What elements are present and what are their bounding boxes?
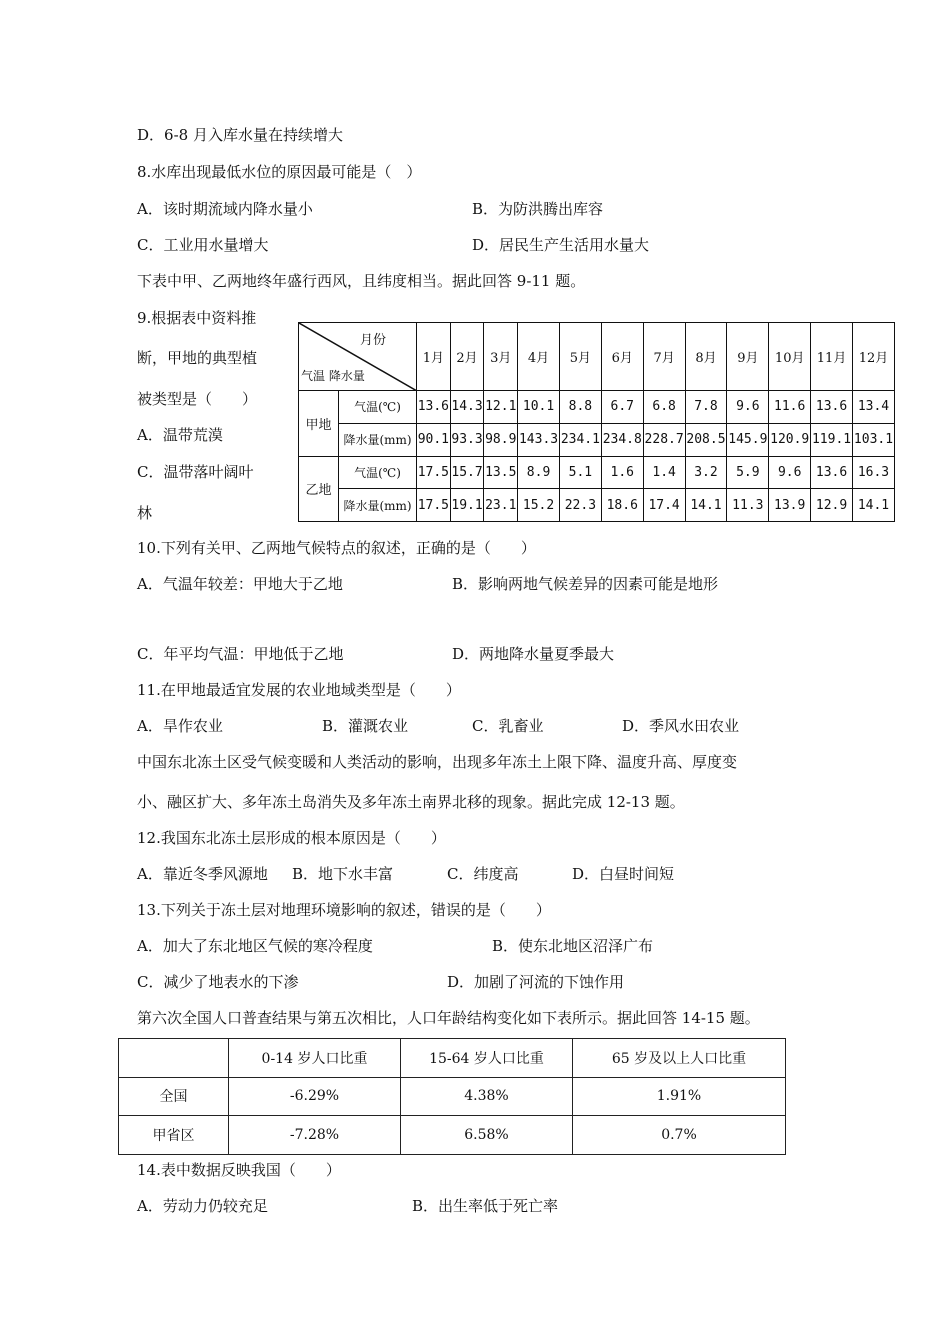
question-14: 14.表中数据反映我国（ ） (137, 1161, 341, 1179)
q8-option-b: B．为防洪腾出库容 (472, 200, 604, 218)
month-header: 6月 (601, 323, 643, 391)
intro-9-11: 下表中甲、乙两地终年盛行西风，且纬度相当。据此回答 9-11 题。 (137, 272, 586, 290)
q8-option-c: C．工业用水量增大 (137, 236, 269, 254)
precip-label: 降水量(mm) (339, 423, 417, 456)
question-8: 8.水库出现最低水位的原因最可能是（ ） (137, 163, 422, 181)
yi-precip-cell: 17.4 (643, 489, 685, 522)
yi-temp-cell: 13.6 (811, 456, 853, 489)
yi-temp-cell: 9.6 (769, 456, 811, 489)
jia-precip-cell: 234.8 (601, 423, 643, 456)
yi-precip-cell: 12.9 (811, 489, 853, 522)
q11-option-a: A．旱作农业 (137, 717, 223, 735)
yi-temp-cell: 17.5 (417, 456, 451, 489)
yi-precip-cell: 17.5 (417, 489, 451, 522)
q13-option-d: D．加剧了河流的下蚀作用 (447, 973, 625, 991)
question-11: 11.在甲地最适宜发展的农业地域类型是（ ） (137, 681, 461, 699)
pop-cell: -6.29% (229, 1077, 401, 1116)
q8-option-d: D．居民生产生活用水量大 (472, 236, 650, 254)
yi-precip-cell: 23.1 (484, 489, 518, 522)
month-header: 9月 (727, 323, 769, 391)
jia-temp-cell: 9.6 (727, 391, 769, 424)
intro-12-13-line2: 小、融区扩大、多年冻土岛消失及多年冻土南界北移的现象。据此完成 12-13 题。 (137, 793, 685, 811)
question-9-line2: 断，甲地的典型植 (137, 349, 258, 367)
temp-label: 气温(℃) (339, 391, 417, 424)
jia-precip-cell: 119.1 (811, 423, 853, 456)
jia-temp-cell: 8.8 (559, 391, 601, 424)
jia-temp-cell: 14.3 (450, 391, 484, 424)
pop-cell: 6.58% (401, 1116, 573, 1155)
pop-header-cell: 0-14 岁人口比重 (229, 1039, 401, 1078)
pop-cell: 4.38% (401, 1077, 573, 1116)
month-header: 8月 (685, 323, 727, 391)
q10-option-b: B．影响两地气候差异的因素可能是地形 (452, 575, 719, 593)
table-corner-cell (299, 323, 417, 391)
yi-temp-cell: 5.1 (559, 456, 601, 489)
jia-precip-cell: 145.9 (727, 423, 769, 456)
yi-temp-cell: 3.2 (685, 456, 727, 489)
jia-precip-cell: 120.9 (769, 423, 811, 456)
jia-temp-cell: 13.6 (417, 391, 451, 424)
corner-month-label: 月份 (359, 333, 386, 348)
jia-precip-cell: 228.7 (643, 423, 685, 456)
yi-precip-cell: 22.3 (559, 489, 601, 522)
yi-precip-cell: 11.3 (727, 489, 769, 522)
q11-option-b: B．灌溉农业 (322, 717, 409, 735)
q7-option-d: D．6-8 月入库水量在持续增大 (137, 126, 343, 144)
intro-14-15: 第六次全国人口普查结果与第五次相比，人口年龄结构变化如下表所示。据此回答 14-15 题。 (137, 1009, 760, 1027)
yi-temp-cell: 1.6 (601, 456, 643, 489)
jia-temp-cell: 10.1 (518, 391, 560, 424)
q13-option-a: A．加大了东北地区气候的寒冷程度 (137, 937, 373, 955)
yi-temp-cell: 5.9 (727, 456, 769, 489)
yi-temp-cell: 15.7 (450, 456, 484, 489)
jia-precip-cell: 143.3 (518, 423, 560, 456)
month-header: 5月 (559, 323, 601, 391)
yi-temp-cell: 1.4 (643, 456, 685, 489)
q11-option-c: C．乳畜业 (472, 717, 544, 735)
month-header: 2月 (450, 323, 484, 391)
precip-label: 降水量(mm) (339, 489, 417, 522)
month-header: 11月 (811, 323, 853, 391)
question-10: 10.下列有关甲、乙两地气候特点的叙述，正确的是（ ） (137, 539, 536, 557)
yi-temp-cell: 8.9 (518, 456, 560, 489)
yi-precip-cell: 19.1 (450, 489, 484, 522)
pop-cell: 甲省区 (119, 1116, 229, 1155)
question-12: 12.我国东北冻土层形成的根本原因是（ ） (137, 829, 446, 847)
pop-header-cell: 65 岁及以上人口比重 (573, 1039, 786, 1078)
jia-precip-cell: 234.1 (559, 423, 601, 456)
jia-temp-cell: 6.7 (601, 391, 643, 424)
jia-temp-cell: 13.6 (811, 391, 853, 424)
q10-option-d: D．两地降水量夏季最大 (452, 645, 615, 663)
population-table (118, 1038, 786, 1155)
intro-12-13-line1: 中国东北冻土区受气候变暖和人类活动的影响，出现多年冻土上限下降、温度升高、厚度变 (137, 753, 738, 771)
q9-option-c-line2: 林 (137, 504, 153, 522)
q13-option-c: C．减少了地表水的下渗 (137, 973, 299, 991)
pop-cell: 0.7% (573, 1116, 786, 1155)
question-9-line3: 被类型是（ ） (137, 390, 258, 408)
corner-variable-label: 气温 降水量 (301, 369, 365, 383)
q10-option-a: A．气温年较差：甲地大于乙地 (137, 575, 343, 593)
pop-header-cell: 15-64 岁人口比重 (401, 1039, 573, 1078)
month-header: 1月 (417, 323, 451, 391)
month-header: 4月 (518, 323, 560, 391)
q10-option-c: C．年平均气温：甲地低于乙地 (137, 645, 344, 663)
yi-precip-cell: 14.1 (685, 489, 727, 522)
q12-option-a: A．靠近冬季风源地 (137, 865, 268, 883)
yi-precip-cell: 13.9 (769, 489, 811, 522)
yi-precip-cell: 18.6 (601, 489, 643, 522)
place-yi-label: 乙地 (299, 456, 339, 522)
jia-precip-cell: 208.5 (685, 423, 727, 456)
q14-option-a: A．劳动力仍较充足 (137, 1197, 268, 1215)
jia-precip-cell: 90.1 (417, 423, 451, 456)
pop-header-cell (119, 1039, 229, 1078)
jia-temp-cell: 7.8 (685, 391, 727, 424)
climate-table (298, 322, 895, 522)
q9-option-c-line1: C．温带落叶阔叶 (137, 463, 254, 481)
q12-option-c: C．纬度高 (447, 865, 519, 883)
question-13: 13.下列关于冻土层对地理环境影响的叙述，错误的是（ ） (137, 901, 551, 919)
q14-option-b: B．出生率低于死亡率 (412, 1197, 559, 1215)
jia-temp-cell: 12.1 (484, 391, 518, 424)
jia-precip-cell: 103.1 (852, 423, 894, 456)
q9-option-a: A．温带荒漠 (137, 426, 223, 444)
q12-option-b: B．地下水丰富 (292, 865, 394, 883)
yi-temp-cell: 13.5 (484, 456, 518, 489)
place-jia-label: 甲地 (299, 391, 339, 457)
pop-cell: 全国 (119, 1077, 229, 1116)
q13-option-b: B．使东北地区沼泽广布 (492, 937, 654, 955)
month-header: 7月 (643, 323, 685, 391)
jia-temp-cell: 13.4 (852, 391, 894, 424)
jia-precip-cell: 93.3 (450, 423, 484, 456)
pop-cell: 1.91% (573, 1077, 786, 1116)
yi-precip-cell: 15.2 (518, 489, 560, 522)
question-9-line1: 9.根据表中资料推 (137, 309, 257, 327)
temp-label: 气温(℃) (339, 456, 417, 489)
yi-temp-cell: 16.3 (852, 456, 894, 489)
jia-precip-cell: 98.9 (484, 423, 518, 456)
q12-option-d: D．白昼时间短 (572, 865, 675, 883)
pop-cell: -7.28% (229, 1116, 401, 1155)
month-header: 10月 (769, 323, 811, 391)
jia-temp-cell: 11.6 (769, 391, 811, 424)
jia-temp-cell: 6.8 (643, 391, 685, 424)
yi-precip-cell: 14.1 (852, 489, 894, 522)
month-header: 3月 (484, 323, 518, 391)
month-header: 12月 (852, 323, 894, 391)
q11-option-d: D．季风水田农业 (622, 717, 740, 735)
q8-option-a: A．该时期流域内降水量小 (137, 200, 313, 218)
